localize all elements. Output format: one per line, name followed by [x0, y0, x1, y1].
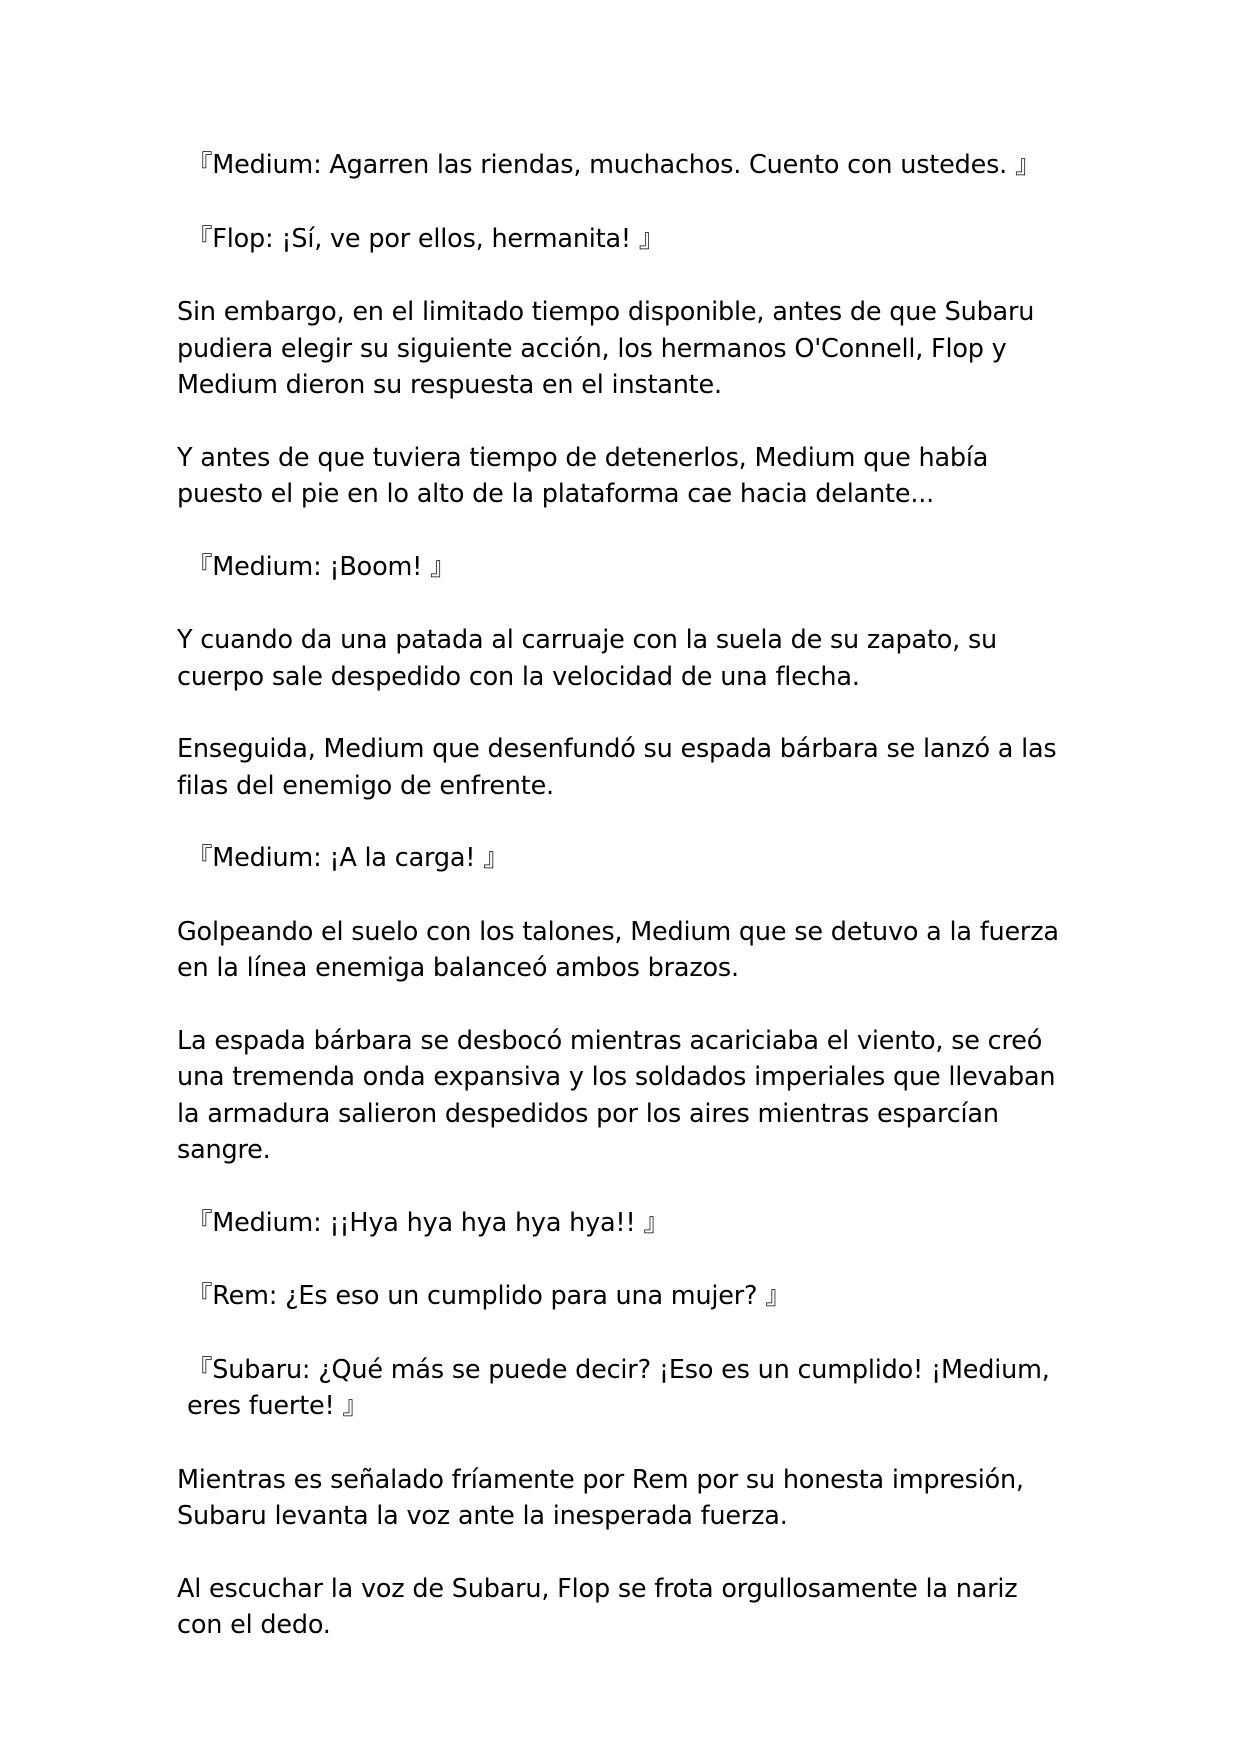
narration-paragraph: Y antes de que tuviera tiempo de detenerlos, Medium que había puesto el pie en lo alto de la plataforma cae hacia delante... — [177, 442, 989, 509]
narration-paragraph: Sin embargo, en el limitado tiempo disponible, antes de que Subaru pudiera elegir su siguiente acción, los hermanos O'Connell, Flop y Medium dieron su respuesta en el instante. — [177, 297, 1035, 400]
narration-paragraph: Enseguida, Medium que desenfundó su espada bárbara se lanzó a las filas del enemigo de enfrente. — [177, 734, 1057, 801]
dialogue-line: 『Subaru: ¿Qué más se puede decir? ¡Eso es un cumplido! ¡Medium, eres fuerte! 』 — [187, 1354, 1050, 1421]
narration-paragraph: Mientras es señalado fríamente por Rem por su honesta impresión, Subaru levanta la voz ante la inesperada fuerza. — [177, 1464, 1024, 1531]
narration-paragraph: La espada bárbara se desbocó mientras acariciaba el viento, se creó una tremenda onda expansiva y los soldados imperiales que llevaban la armadura salieron despedidos por los aires mientras esparcían sangre. — [177, 1025, 1056, 1165]
dialogue-line: 『Medium: ¡¡Hya hya hya hya hya!! 』 — [187, 1207, 669, 1238]
dialogue-line: 『Medium: ¡Boom! 』 — [187, 551, 456, 582]
dialogue-line: 『Flop: ¡Sí, ve por ellos, hermanita! 』 — [187, 223, 665, 254]
narration-paragraph: Y cuando da una patada al carruaje con la suela de su zapato, su cuerpo sale despedido con la velocidad de una flecha. — [177, 625, 997, 692]
dialogue-line: 『Medium: ¡A la carga! 』 — [187, 843, 509, 873]
narration-paragraph: Al escuchar la voz de Subaru, Flop se frota orgullosamente la nariz con el dedo. — [177, 1573, 1018, 1640]
document-body — [177, 147, 1067, 1680]
dialogue-line: 『Rem: ¿Es eso un cumplido para una mujer? 』 — [187, 1281, 791, 1311]
dialogue-line: 『Medium: Agarren las riendas, muchachos. Cuento con ustedes. 』 — [187, 150, 1041, 180]
narration-paragraph: Golpeando el suelo con los talones, Medium que se detuvo a la fuerza en la línea enemiga balanceó ambos brazos. — [177, 916, 1059, 983]
